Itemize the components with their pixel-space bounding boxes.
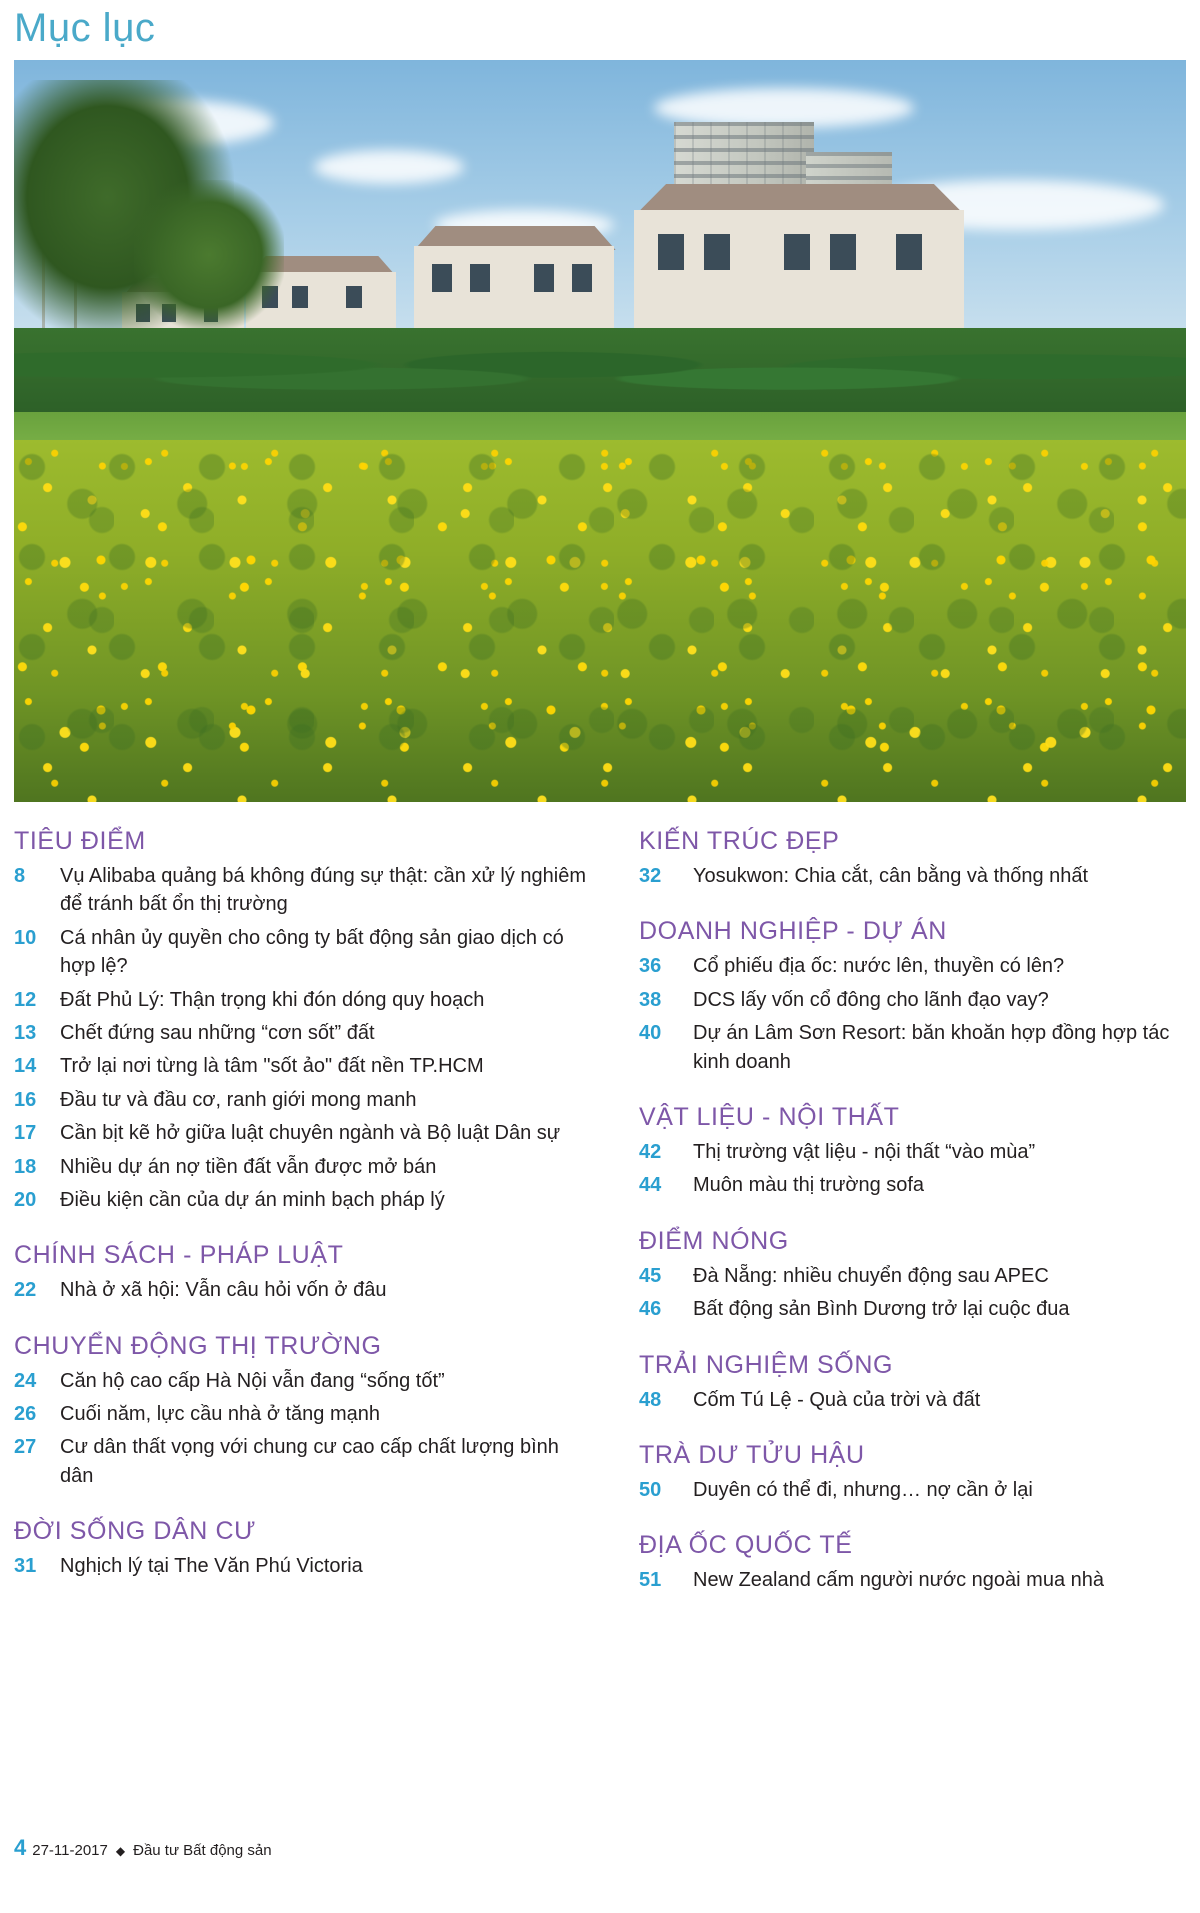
entry-page-number: 48: [639, 1388, 662, 1411]
toc-entry[interactable]: [14, 1019, 587, 1047]
entry-page-number: 31: [14, 1555, 37, 1578]
diamond-icon: ◆: [115, 1844, 126, 1858]
toc-entry[interactable]: [14, 1400, 587, 1428]
table-of-contents: [0, 802, 1200, 1600]
toc-section: [613, 916, 1186, 1076]
window-shape: [830, 234, 856, 270]
toc-section: [613, 1530, 1186, 1594]
window-shape: [346, 286, 362, 308]
toc-entry[interactable]: [613, 1476, 1186, 1504]
section-title: KIẾN TRÚC ĐẸP: [639, 827, 840, 855]
window-shape: [704, 234, 730, 270]
toc-entry[interactable]: [613, 1386, 1186, 1414]
entry-page-number: 51: [639, 1569, 662, 1592]
entry-title: Căn hộ cao cấp Hà Nội vẫn đang “sống tốt”: [60, 1369, 445, 1392]
cloud-shape: [314, 150, 464, 184]
window-shape: [784, 234, 810, 270]
entry-page-number: 10: [14, 926, 37, 949]
entry-title: Điều kiện cần của dự án minh bạch pháp lý: [60, 1188, 445, 1211]
toc-entry[interactable]: [613, 1138, 1186, 1166]
section-title: DOANH NGHIỆP - DỰ ÁN: [639, 917, 947, 946]
entry-title: New Zealand cấm người nước ngoài mua nhà: [693, 1569, 1104, 1592]
entry-title: Duyên có thể đi, nhưng… nợ cần ở lại: [693, 1478, 1033, 1501]
entry-page-number: 46: [639, 1298, 662, 1321]
toc-entry[interactable]: [613, 952, 1186, 980]
toc-section: [613, 1440, 1186, 1504]
toc-section: [613, 1226, 1186, 1324]
entry-page-number: 14: [14, 1055, 37, 1078]
entry-page-number: 12: [14, 988, 37, 1011]
entry-page-number: 36: [639, 955, 662, 978]
window-shape: [658, 234, 684, 270]
entry-title: Cư dân thất vọng với chung cư cao cấp chất lượng bình dân: [60, 1436, 559, 1487]
hedge-row: [14, 328, 1186, 420]
toc-section: [14, 1516, 587, 1580]
hero-photo: [14, 60, 1186, 802]
toc-entry[interactable]: [14, 1052, 587, 1080]
window-shape: [432, 264, 452, 292]
section-title: VẬT LIỆU - NỘI THẤT: [639, 1102, 900, 1131]
toc-entry[interactable]: [613, 986, 1186, 1014]
villa-building: [634, 210, 964, 330]
entry-page-number: 40: [639, 1022, 662, 1045]
entry-page-number: 38: [639, 988, 662, 1011]
toc-entry[interactable]: [613, 862, 1186, 890]
entry-page-number: 32: [639, 865, 662, 887]
window-shape: [896, 234, 922, 270]
entry-title: Cá nhân ủy quyền cho công ty bất động sản giao dịch có hợp lệ?: [60, 926, 564, 978]
entry-title: Đầu tư và đầu cơ, ranh giới mong manh: [60, 1088, 417, 1111]
entry-title: Chết đứng sau những “cơn sốt” đất: [60, 1021, 375, 1044]
toc-entry[interactable]: [613, 1262, 1186, 1290]
toc-entry[interactable]: [14, 1367, 587, 1395]
entry-page-number: 16: [14, 1088, 37, 1111]
entry-title: Nhà ở xã hội: Vẫn câu hỏi vốn ở đâu: [60, 1279, 387, 1302]
entry-page-number: 13: [14, 1021, 37, 1044]
section-title: TRẢI NGHIỆM SỐNG: [639, 1350, 894, 1379]
section-title: ĐỊA ỐC QUỐC TẾ: [639, 1531, 853, 1560]
entry-title: Trở lại nơi từng là tâm "sốt ảo" đất nền TP.HCM: [60, 1055, 484, 1078]
entry-page-number: 17: [14, 1122, 37, 1145]
entry-title: Đất Phủ Lý: Thận trọng khi đón dóng quy hoạch: [60, 988, 485, 1011]
toc-entry[interactable]: [14, 1153, 587, 1181]
entry-page-number: 50: [639, 1478, 662, 1501]
toc-entry[interactable]: [14, 1276, 587, 1304]
entry-title: Dự án Lâm Sơn Resort: băn khoăn hợp đồng hợp tác kinh doanh: [693, 1022, 1170, 1073]
toc-section: [613, 1102, 1186, 1200]
toc-entry[interactable]: [14, 1119, 587, 1147]
toc-left-column: [14, 826, 587, 1600]
entry-title: DCS lấy vốn cổ đông cho lãnh đạo vay?: [693, 988, 1049, 1011]
window-shape: [470, 264, 490, 292]
toc-entry[interactable]: [14, 924, 587, 981]
footer-date: 27-11-2017: [32, 1842, 108, 1859]
entry-title: Cốm Tú Lệ - Quà của trời và đất: [693, 1388, 981, 1411]
entry-title: Thị trường vật liệu - nội thất “vào mùa”: [693, 1140, 1036, 1163]
footer-page-number: 4: [14, 1835, 27, 1860]
section-title: ĐIỂM NÓNG: [639, 1226, 789, 1255]
toc-entry[interactable]: [613, 1566, 1186, 1594]
entry-title: Cần bịt kẽ hở giữa luật chuyên ngành và Bộ luật Dân sự: [60, 1122, 561, 1145]
toc-entry[interactable]: [613, 1171, 1186, 1199]
entry-title: Đà Nẵng: nhiều chuyển động sau APEC: [693, 1264, 1049, 1287]
toc-section: [613, 1350, 1186, 1414]
entry-title: Bất động sản Bình Dương trở lại cuộc đua: [693, 1298, 1070, 1321]
entry-page-number: 8: [14, 865, 26, 887]
entry-page-number: 45: [639, 1264, 662, 1287]
entry-title: Yosukwon: Chia cắt, cân bằng và thống nhất: [693, 865, 1089, 887]
entry-page-number: 18: [14, 1155, 37, 1178]
section-title: TIÊU ĐIỂM: [14, 827, 146, 855]
toc-section: [14, 1240, 587, 1304]
entry-title: Cổ phiếu địa ốc: nước lên, thuyền có lên?: [693, 955, 1065, 978]
entry-title: Nghịch lý tại The Văn Phú Victoria: [60, 1555, 363, 1578]
entry-page-number: 44: [639, 1174, 662, 1197]
page-footer: [14, 1835, 272, 1861]
toc-entry[interactable]: [14, 1186, 587, 1214]
section-title: CHUYỂN ĐỘNG THỊ TRƯỜNG: [14, 1331, 382, 1360]
villa-building: [414, 246, 614, 336]
tree-foliage: [134, 180, 284, 330]
entry-title: Nhiều dự án nợ tiền đất vẫn được mở bán: [60, 1155, 437, 1178]
toc-section: [14, 1331, 587, 1491]
window-shape: [292, 286, 308, 308]
page-title: Mục lục: [14, 6, 156, 50]
entry-page-number: 27: [14, 1436, 37, 1459]
window-shape: [572, 264, 592, 292]
toc-entry[interactable]: [613, 1295, 1186, 1323]
toc-entry[interactable]: [14, 1086, 587, 1114]
section-title: ĐỜI SỐNG DÂN CƯ: [14, 1517, 257, 1546]
window-shape: [534, 264, 554, 292]
toc-entry[interactable]: [14, 862, 587, 919]
flower-field-shadows: [14, 440, 1186, 802]
entry-page-number: 26: [14, 1403, 37, 1426]
toc-entry[interactable]: [14, 1552, 587, 1580]
entry-page-number: 24: [14, 1369, 37, 1392]
entry-title: Cuối năm, lực cầu nhà ở tăng mạnh: [60, 1403, 381, 1426]
toc-entry[interactable]: [14, 986, 587, 1014]
entry-page-number: 22: [14, 1279, 37, 1302]
toc-right-column: [613, 826, 1186, 1600]
section-title: TRÀ DƯ TỬU HẬU: [639, 1440, 865, 1469]
toc-section: [613, 826, 1186, 890]
toc-entry[interactable]: [613, 1019, 1186, 1076]
toc-section: [14, 826, 587, 1214]
entry-title: Vụ Alibaba quảng bá không đúng sự thật: cần xử lý nghiêm để tránh bất ổn thị trường: [60, 865, 587, 916]
entry-page-number: 20: [14, 1188, 37, 1211]
entry-page-number: 42: [639, 1140, 662, 1163]
footer-publication: Đầu tư Bất động sản: [133, 1842, 272, 1859]
toc-entry[interactable]: [14, 1433, 587, 1490]
section-title: CHÍNH SÁCH - PHÁP LUẬT: [14, 1241, 344, 1270]
entry-title: Muôn màu thị trường sofa: [693, 1174, 925, 1197]
